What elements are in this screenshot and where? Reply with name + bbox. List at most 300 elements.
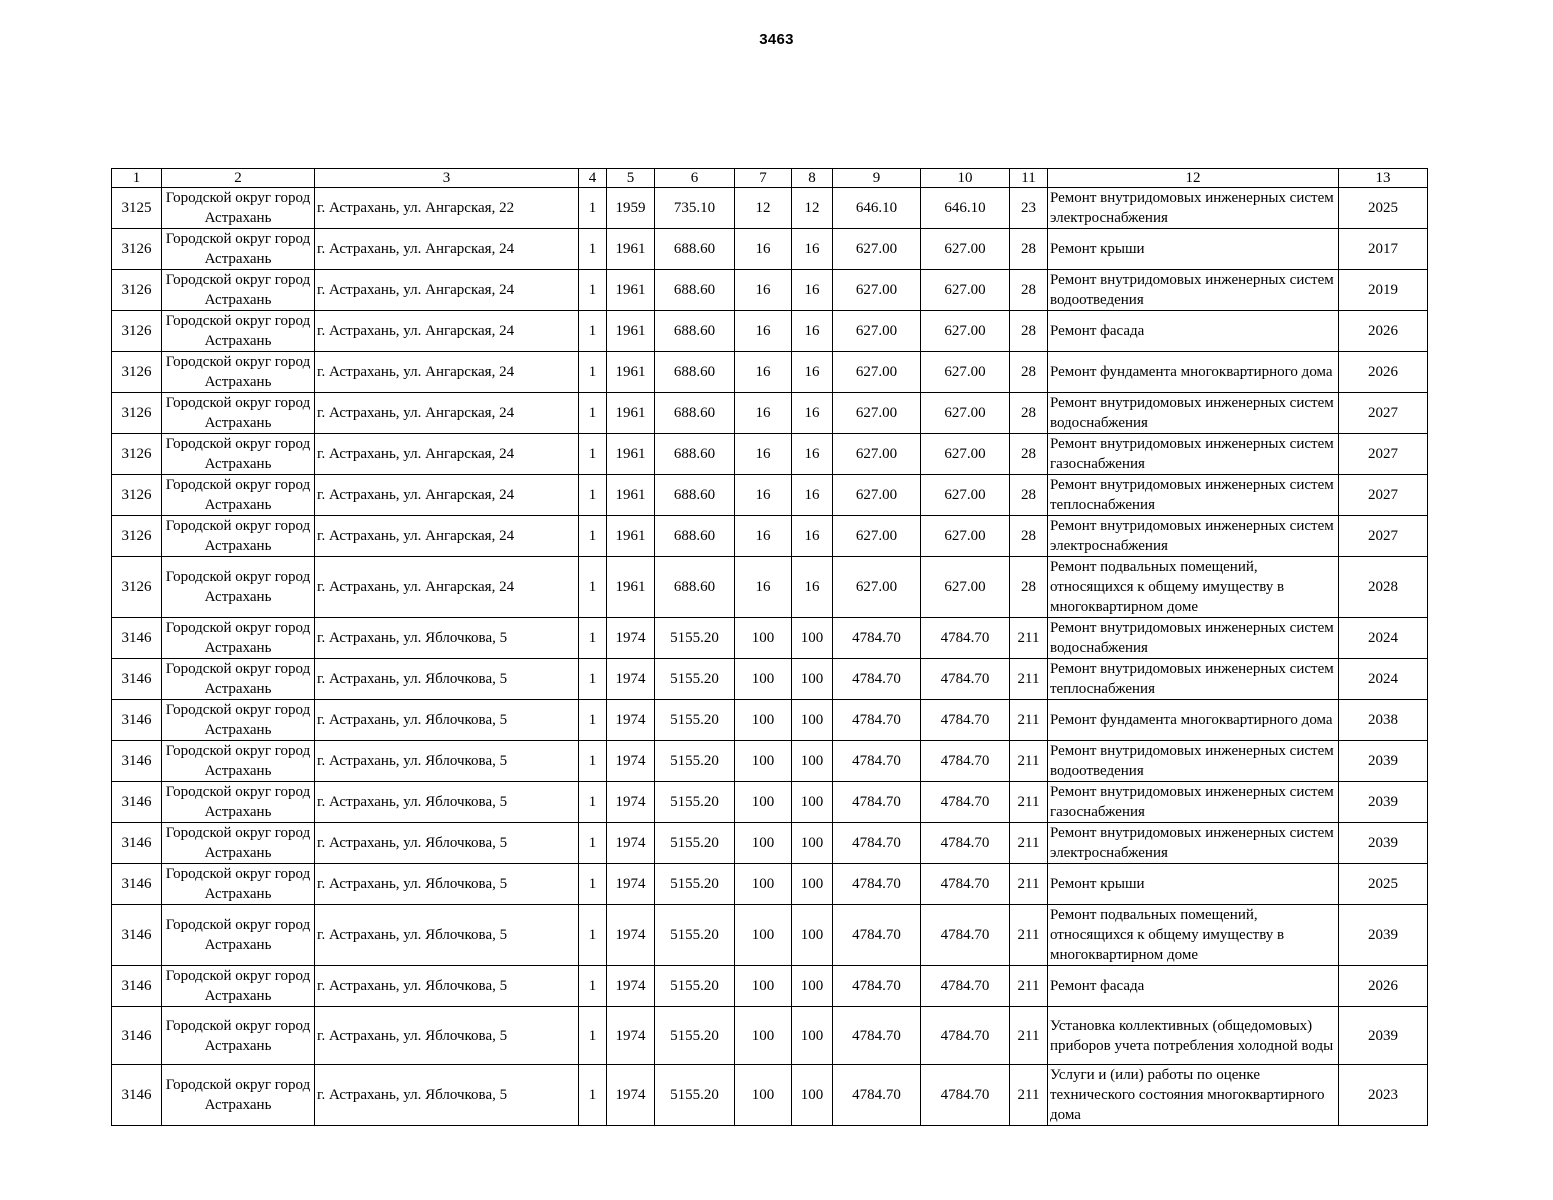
year-cell: 1974: [607, 700, 655, 741]
work-type-cell: Ремонт внутридомовых инженерных систем электроснабжения: [1048, 188, 1339, 229]
row-number-cell: 3126: [112, 516, 162, 557]
table-cell: 1: [579, 475, 607, 516]
table-cell: 1: [579, 557, 607, 618]
table-cell: 627.00: [921, 311, 1010, 352]
table-cell: 28: [1010, 516, 1048, 557]
table-cell: 627.00: [833, 516, 921, 557]
address-cell: г. Астрахань, ул. Яблочкова, 5: [315, 618, 579, 659]
municipality-cell: Городской округ город Астрахань: [162, 905, 315, 966]
table-cell: 100: [792, 966, 833, 1007]
table-cell: 627.00: [921, 229, 1010, 270]
table-cell: 100: [735, 618, 792, 659]
planned-year-cell: 2024: [1339, 659, 1428, 700]
table-cell: 100: [735, 864, 792, 905]
row-number-cell: 3126: [112, 434, 162, 475]
work-type-cell: Ремонт внутридомовых инженерных систем газоснабжения: [1048, 434, 1339, 475]
planned-year-cell: 2026: [1339, 311, 1428, 352]
year-cell: 1974: [607, 741, 655, 782]
table-cell: 627.00: [921, 352, 1010, 393]
table-cell: 4784.70: [833, 618, 921, 659]
table-cell: 1: [579, 434, 607, 475]
address-cell: г. Астрахань, ул. Ангарская, 22: [315, 188, 579, 229]
table-cell: 16: [735, 270, 792, 311]
address-cell: г. Астрахань, ул. Ангарская, 24: [315, 516, 579, 557]
table-cell: 100: [792, 700, 833, 741]
table-cell: 16: [792, 270, 833, 311]
table-cell: 16: [792, 393, 833, 434]
planned-year-cell: 2027: [1339, 475, 1428, 516]
table-cell: 1: [579, 659, 607, 700]
table-cell: 211: [1010, 905, 1048, 966]
year-cell: 1974: [607, 659, 655, 700]
row-number-cell: 3126: [112, 270, 162, 311]
column-header: 6: [655, 169, 735, 188]
table-cell: 688.60: [655, 229, 735, 270]
table-cell: 28: [1010, 557, 1048, 618]
address-cell: г. Астрахань, ул. Яблочкова, 5: [315, 659, 579, 700]
table-cell: 100: [735, 741, 792, 782]
year-cell: 1974: [607, 823, 655, 864]
table-cell: 1: [579, 741, 607, 782]
table-cell: 211: [1010, 618, 1048, 659]
year-cell: 1961: [607, 393, 655, 434]
work-type-cell: Ремонт подвальных помещений, относящихся к общему имуществу в многоквартирном доме: [1048, 557, 1339, 618]
table-cell: 4784.70: [921, 618, 1010, 659]
table-cell: 100: [792, 864, 833, 905]
table-cell: 4784.70: [921, 700, 1010, 741]
table-cell: 4784.70: [921, 741, 1010, 782]
work-type-cell: Ремонт внутридомовых инженерных систем водоснабжения: [1048, 618, 1339, 659]
work-type-cell: Ремонт внутридомовых инженерных систем водоотведения: [1048, 270, 1339, 311]
year-cell: 1961: [607, 557, 655, 618]
address-cell: г. Астрахань, ул. Яблочкова, 5: [315, 823, 579, 864]
address-cell: г. Астрахань, ул. Яблочкова, 5: [315, 864, 579, 905]
row-number-cell: 3146: [112, 905, 162, 966]
row-number-cell: 3146: [112, 1007, 162, 1065]
work-type-cell: Ремонт фасада: [1048, 311, 1339, 352]
column-header: 9: [833, 169, 921, 188]
table-cell: 12: [792, 188, 833, 229]
table-cell: 1: [579, 311, 607, 352]
address-cell: г. Астрахань, ул. Яблочкова, 5: [315, 1007, 579, 1065]
table-row: [112, 475, 1428, 516]
planned-year-cell: 2027: [1339, 434, 1428, 475]
table-cell: 1: [579, 270, 607, 311]
work-type-cell: Ремонт фасада: [1048, 966, 1339, 1007]
table-cell: 627.00: [833, 311, 921, 352]
column-header: 3: [315, 169, 579, 188]
table-cell: 16: [792, 229, 833, 270]
municipality-cell: Городской округ город Астрахань: [162, 1007, 315, 1065]
year-cell: 1974: [607, 1007, 655, 1065]
address-cell: г. Астрахань, ул. Яблочкова, 5: [315, 700, 579, 741]
table-cell: 5155.20: [655, 782, 735, 823]
table-cell: 16: [792, 311, 833, 352]
year-cell: 1974: [607, 1065, 655, 1126]
table-row: [112, 557, 1428, 618]
table-cell: 1: [579, 1065, 607, 1126]
row-number-cell: 3146: [112, 864, 162, 905]
table-row: [112, 1007, 1428, 1065]
table-cell: 5155.20: [655, 823, 735, 864]
municipality-cell: Городской округ город Астрахань: [162, 1065, 315, 1126]
table-cell: 5155.20: [655, 618, 735, 659]
table-cell: 1: [579, 618, 607, 659]
row-number-cell: 3126: [112, 393, 162, 434]
row-number-cell: 3146: [112, 1065, 162, 1126]
table-cell: 5155.20: [655, 659, 735, 700]
column-header: 5: [607, 169, 655, 188]
work-type-cell: Услуги и (или) работы по оценке технического состояния многоквартирного дома: [1048, 1065, 1339, 1126]
work-type-cell: Ремонт внутридомовых инженерных систем электроснабжения: [1048, 823, 1339, 864]
municipality-cell: Городской округ город Астрахань: [162, 966, 315, 1007]
table-cell: 1: [579, 352, 607, 393]
table-cell: 627.00: [833, 352, 921, 393]
address-cell: г. Астрахань, ул. Яблочкова, 5: [315, 741, 579, 782]
municipality-cell: Городской округ город Астрахань: [162, 270, 315, 311]
table-cell: 627.00: [833, 270, 921, 311]
table-row: [112, 188, 1428, 229]
municipality-cell: Городской округ город Астрахань: [162, 782, 315, 823]
table-cell: 4784.70: [833, 905, 921, 966]
year-cell: 1959: [607, 188, 655, 229]
table-row: [112, 270, 1428, 311]
table-cell: 5155.20: [655, 700, 735, 741]
table-cell: 1: [579, 966, 607, 1007]
table-cell: 100: [735, 823, 792, 864]
planned-year-cell: 2039: [1339, 782, 1428, 823]
table-cell: 1: [579, 700, 607, 741]
page-number: 3463: [759, 31, 794, 48]
table-cell: 100: [735, 1007, 792, 1065]
municipality-cell: Городской округ город Астрахань: [162, 741, 315, 782]
header-row: [112, 169, 1428, 188]
table-cell: 627.00: [833, 229, 921, 270]
table-cell: 100: [735, 1065, 792, 1126]
table-cell: 100: [792, 659, 833, 700]
table-cell: 688.60: [655, 475, 735, 516]
column-header: 10: [921, 169, 1010, 188]
row-number-cell: 3146: [112, 741, 162, 782]
table-cell: 688.60: [655, 557, 735, 618]
planned-year-cell: 2025: [1339, 864, 1428, 905]
table-cell: 12: [735, 188, 792, 229]
table-cell: 16: [735, 434, 792, 475]
address-cell: г. Астрахань, ул. Яблочкова, 5: [315, 782, 579, 823]
table-row: [112, 659, 1428, 700]
municipality-cell: Городской округ город Астрахань: [162, 659, 315, 700]
year-cell: 1974: [607, 618, 655, 659]
table-cell: 627.00: [833, 393, 921, 434]
address-cell: г. Астрахань, ул. Ангарская, 24: [315, 311, 579, 352]
table-cell: 1: [579, 1007, 607, 1065]
year-cell: 1961: [607, 475, 655, 516]
work-type-cell: Установка коллективных (общедомовых) приборов учета потребления холодной воды: [1048, 1007, 1339, 1065]
table-cell: 16: [735, 475, 792, 516]
column-header: 12: [1048, 169, 1339, 188]
planned-year-cell: 2039: [1339, 741, 1428, 782]
table-cell: 100: [792, 782, 833, 823]
work-type-cell: Ремонт внутридомовых инженерных систем теплоснабжения: [1048, 475, 1339, 516]
table-cell: 1: [579, 393, 607, 434]
table-row: [112, 700, 1428, 741]
column-header: 1: [112, 169, 162, 188]
planned-year-cell: 2025: [1339, 188, 1428, 229]
table-row: [112, 352, 1428, 393]
planned-year-cell: 2026: [1339, 966, 1428, 1007]
planned-year-cell: 2039: [1339, 1007, 1428, 1065]
table-cell: 4784.70: [833, 1065, 921, 1126]
table-cell: 735.10: [655, 188, 735, 229]
table-cell: 100: [792, 823, 833, 864]
table-cell: 28: [1010, 270, 1048, 311]
column-header: 11: [1010, 169, 1048, 188]
table-row: [112, 823, 1428, 864]
work-type-cell: Ремонт внутридомовых инженерных систем водоотведения: [1048, 741, 1339, 782]
table-cell: 1: [579, 864, 607, 905]
table-row: [112, 618, 1428, 659]
planned-year-cell: 2023: [1339, 1065, 1428, 1126]
table-cell: 16: [735, 352, 792, 393]
table-cell: 627.00: [921, 475, 1010, 516]
planned-year-cell: 2017: [1339, 229, 1428, 270]
table-cell: 211: [1010, 700, 1048, 741]
table-cell: 16: [792, 434, 833, 475]
table-row: [112, 434, 1428, 475]
municipality-cell: Городской округ город Астрахань: [162, 393, 315, 434]
row-number-cell: 3126: [112, 311, 162, 352]
table-cell: 211: [1010, 1065, 1048, 1126]
row-number-cell: 3126: [112, 557, 162, 618]
table-cell: 1: [579, 229, 607, 270]
table-cell: 627.00: [833, 434, 921, 475]
table-cell: 688.60: [655, 393, 735, 434]
table-row: [112, 393, 1428, 434]
table-cell: 627.00: [921, 516, 1010, 557]
column-header: 7: [735, 169, 792, 188]
row-number-cell: 3146: [112, 700, 162, 741]
table-cell: 688.60: [655, 352, 735, 393]
table-cell: 4784.70: [921, 823, 1010, 864]
table-row: [112, 782, 1428, 823]
table-row: [112, 311, 1428, 352]
municipality-cell: Городской округ город Астрахань: [162, 188, 315, 229]
table-cell: 4784.70: [921, 864, 1010, 905]
table-cell: 646.10: [921, 188, 1010, 229]
table-cell: 4784.70: [833, 782, 921, 823]
table-cell: 4784.70: [833, 966, 921, 1007]
work-type-cell: Ремонт внутридомовых инженерных систем водоснабжения: [1048, 393, 1339, 434]
address-cell: г. Астрахань, ул. Яблочкова, 5: [315, 966, 579, 1007]
year-cell: 1961: [607, 270, 655, 311]
row-number-cell: 3126: [112, 352, 162, 393]
table-cell: 28: [1010, 311, 1048, 352]
row-number-cell: 3126: [112, 475, 162, 516]
table-cell: 16: [735, 229, 792, 270]
planned-year-cell: 2026: [1339, 352, 1428, 393]
table-cell: 16: [735, 557, 792, 618]
column-header: 4: [579, 169, 607, 188]
table-cell: 28: [1010, 475, 1048, 516]
table-cell: 16: [792, 352, 833, 393]
table-cell: 211: [1010, 823, 1048, 864]
work-type-cell: Ремонт подвальных помещений, относящихся к общему имуществу в многоквартирном доме: [1048, 905, 1339, 966]
column-header: 13: [1339, 169, 1428, 188]
table-cell: 4784.70: [921, 1065, 1010, 1126]
table-cell: 688.60: [655, 434, 735, 475]
table-cell: 627.00: [921, 557, 1010, 618]
address-cell: г. Астрахань, ул. Яблочкова, 5: [315, 905, 579, 966]
row-number-cell: 3126: [112, 229, 162, 270]
table-cell: 4784.70: [921, 782, 1010, 823]
table-cell: 4784.70: [921, 905, 1010, 966]
work-type-cell: Ремонт внутридомовых инженерных систем теплоснабжения: [1048, 659, 1339, 700]
table-row: [112, 966, 1428, 1007]
row-number-cell: 3146: [112, 618, 162, 659]
municipality-cell: Городской округ город Астрахань: [162, 700, 315, 741]
table-cell: 211: [1010, 1007, 1048, 1065]
address-cell: г. Астрахань, ул. Ангарская, 24: [315, 557, 579, 618]
table-cell: 211: [1010, 782, 1048, 823]
table-cell: 1: [579, 516, 607, 557]
table-cell: 100: [792, 1007, 833, 1065]
table-row: [112, 741, 1428, 782]
row-number-cell: 3146: [112, 782, 162, 823]
year-cell: 1961: [607, 434, 655, 475]
year-cell: 1961: [607, 516, 655, 557]
column-header: 2: [162, 169, 315, 188]
address-cell: г. Астрахань, ул. Ангарская, 24: [315, 229, 579, 270]
municipality-cell: Городской округ город Астрахань: [162, 516, 315, 557]
table-cell: 4784.70: [833, 659, 921, 700]
table-cell: 4784.70: [833, 1007, 921, 1065]
table-row: [112, 864, 1428, 905]
table-cell: 646.10: [833, 188, 921, 229]
municipality-cell: Городской округ город Астрахань: [162, 311, 315, 352]
table-cell: 1: [579, 823, 607, 864]
table-cell: 5155.20: [655, 741, 735, 782]
table-cell: 627.00: [833, 475, 921, 516]
work-type-cell: Ремонт крыши: [1048, 864, 1339, 905]
table-cell: 627.00: [921, 434, 1010, 475]
column-header: 8: [792, 169, 833, 188]
table-cell: 688.60: [655, 516, 735, 557]
registry-table: [111, 168, 1428, 1126]
year-cell: 1974: [607, 966, 655, 1007]
municipality-cell: Городской округ город Астрахань: [162, 475, 315, 516]
table-cell: 1: [579, 905, 607, 966]
table-cell: 100: [792, 905, 833, 966]
municipality-cell: Городской округ город Астрахань: [162, 864, 315, 905]
table-cell: 4784.70: [833, 823, 921, 864]
planned-year-cell: 2027: [1339, 393, 1428, 434]
table-cell: 16: [735, 311, 792, 352]
planned-year-cell: 2027: [1339, 516, 1428, 557]
planned-year-cell: 2028: [1339, 557, 1428, 618]
table-cell: 5155.20: [655, 1065, 735, 1126]
table-cell: 688.60: [655, 270, 735, 311]
year-cell: 1961: [607, 352, 655, 393]
table-cell: 23: [1010, 188, 1048, 229]
table-cell: 627.00: [833, 557, 921, 618]
work-type-cell: Ремонт внутридомовых инженерных систем электроснабжения: [1048, 516, 1339, 557]
year-cell: 1961: [607, 229, 655, 270]
address-cell: г. Астрахань, ул. Ангарская, 24: [315, 352, 579, 393]
table-cell: 5155.20: [655, 864, 735, 905]
table-cell: 1: [579, 188, 607, 229]
table-cell: 16: [735, 393, 792, 434]
table-cell: 16: [792, 516, 833, 557]
row-number-cell: 3125: [112, 188, 162, 229]
table-row: [112, 229, 1428, 270]
planned-year-cell: 2019: [1339, 270, 1428, 311]
row-number-cell: 3146: [112, 966, 162, 1007]
table-cell: 1: [579, 782, 607, 823]
table-cell: 4784.70: [833, 700, 921, 741]
table-cell: 100: [735, 659, 792, 700]
table-cell: 28: [1010, 434, 1048, 475]
table-cell: 627.00: [921, 270, 1010, 311]
table-cell: 16: [792, 557, 833, 618]
work-type-cell: Ремонт фундамента многоквартирного дома: [1048, 352, 1339, 393]
row-number-cell: 3146: [112, 659, 162, 700]
table-cell: 688.60: [655, 311, 735, 352]
table-cell: 100: [735, 905, 792, 966]
table-cell: 4784.70: [833, 864, 921, 905]
table-cell: 16: [792, 475, 833, 516]
table-cell: 28: [1010, 393, 1048, 434]
address-cell: г. Астрахань, ул. Ангарская, 24: [315, 434, 579, 475]
table-cell: 5155.20: [655, 966, 735, 1007]
planned-year-cell: 2024: [1339, 618, 1428, 659]
address-cell: г. Астрахань, ул. Яблочкова, 5: [315, 1065, 579, 1126]
year-cell: 1974: [607, 905, 655, 966]
table-cell: 100: [735, 700, 792, 741]
year-cell: 1974: [607, 864, 655, 905]
table-cell: 4784.70: [921, 1007, 1010, 1065]
table-cell: 5155.20: [655, 1007, 735, 1065]
municipality-cell: Городской округ город Астрахань: [162, 434, 315, 475]
municipality-cell: Городской округ город Астрахань: [162, 618, 315, 659]
year-cell: 1961: [607, 311, 655, 352]
table-cell: 627.00: [921, 393, 1010, 434]
address-cell: г. Астрахань, ул. Ангарская, 24: [315, 475, 579, 516]
planned-year-cell: 2038: [1339, 700, 1428, 741]
municipality-cell: Городской округ город Астрахань: [162, 823, 315, 864]
work-type-cell: Ремонт внутридомовых инженерных систем газоснабжения: [1048, 782, 1339, 823]
table-cell: 100: [735, 966, 792, 1007]
year-cell: 1974: [607, 782, 655, 823]
table-cell: 100: [792, 1065, 833, 1126]
address-cell: г. Астрахань, ул. Ангарская, 24: [315, 270, 579, 311]
row-number-cell: 3146: [112, 823, 162, 864]
table-cell: 5155.20: [655, 905, 735, 966]
work-type-cell: Ремонт крыши: [1048, 229, 1339, 270]
table-cell: 28: [1010, 229, 1048, 270]
table-row: [112, 516, 1428, 557]
table-cell: 4784.70: [833, 741, 921, 782]
work-type-cell: Ремонт фундамента многоквартирного дома: [1048, 700, 1339, 741]
table-cell: 28: [1010, 352, 1048, 393]
address-cell: г. Астрахань, ул. Ангарская, 24: [315, 393, 579, 434]
table-cell: 211: [1010, 741, 1048, 782]
table-cell: 100: [735, 782, 792, 823]
table-cell: 211: [1010, 966, 1048, 1007]
municipality-cell: Городской округ город Астрахань: [162, 352, 315, 393]
table-row: [112, 1065, 1428, 1126]
table-cell: 100: [792, 618, 833, 659]
table-cell: 4784.70: [921, 966, 1010, 1007]
